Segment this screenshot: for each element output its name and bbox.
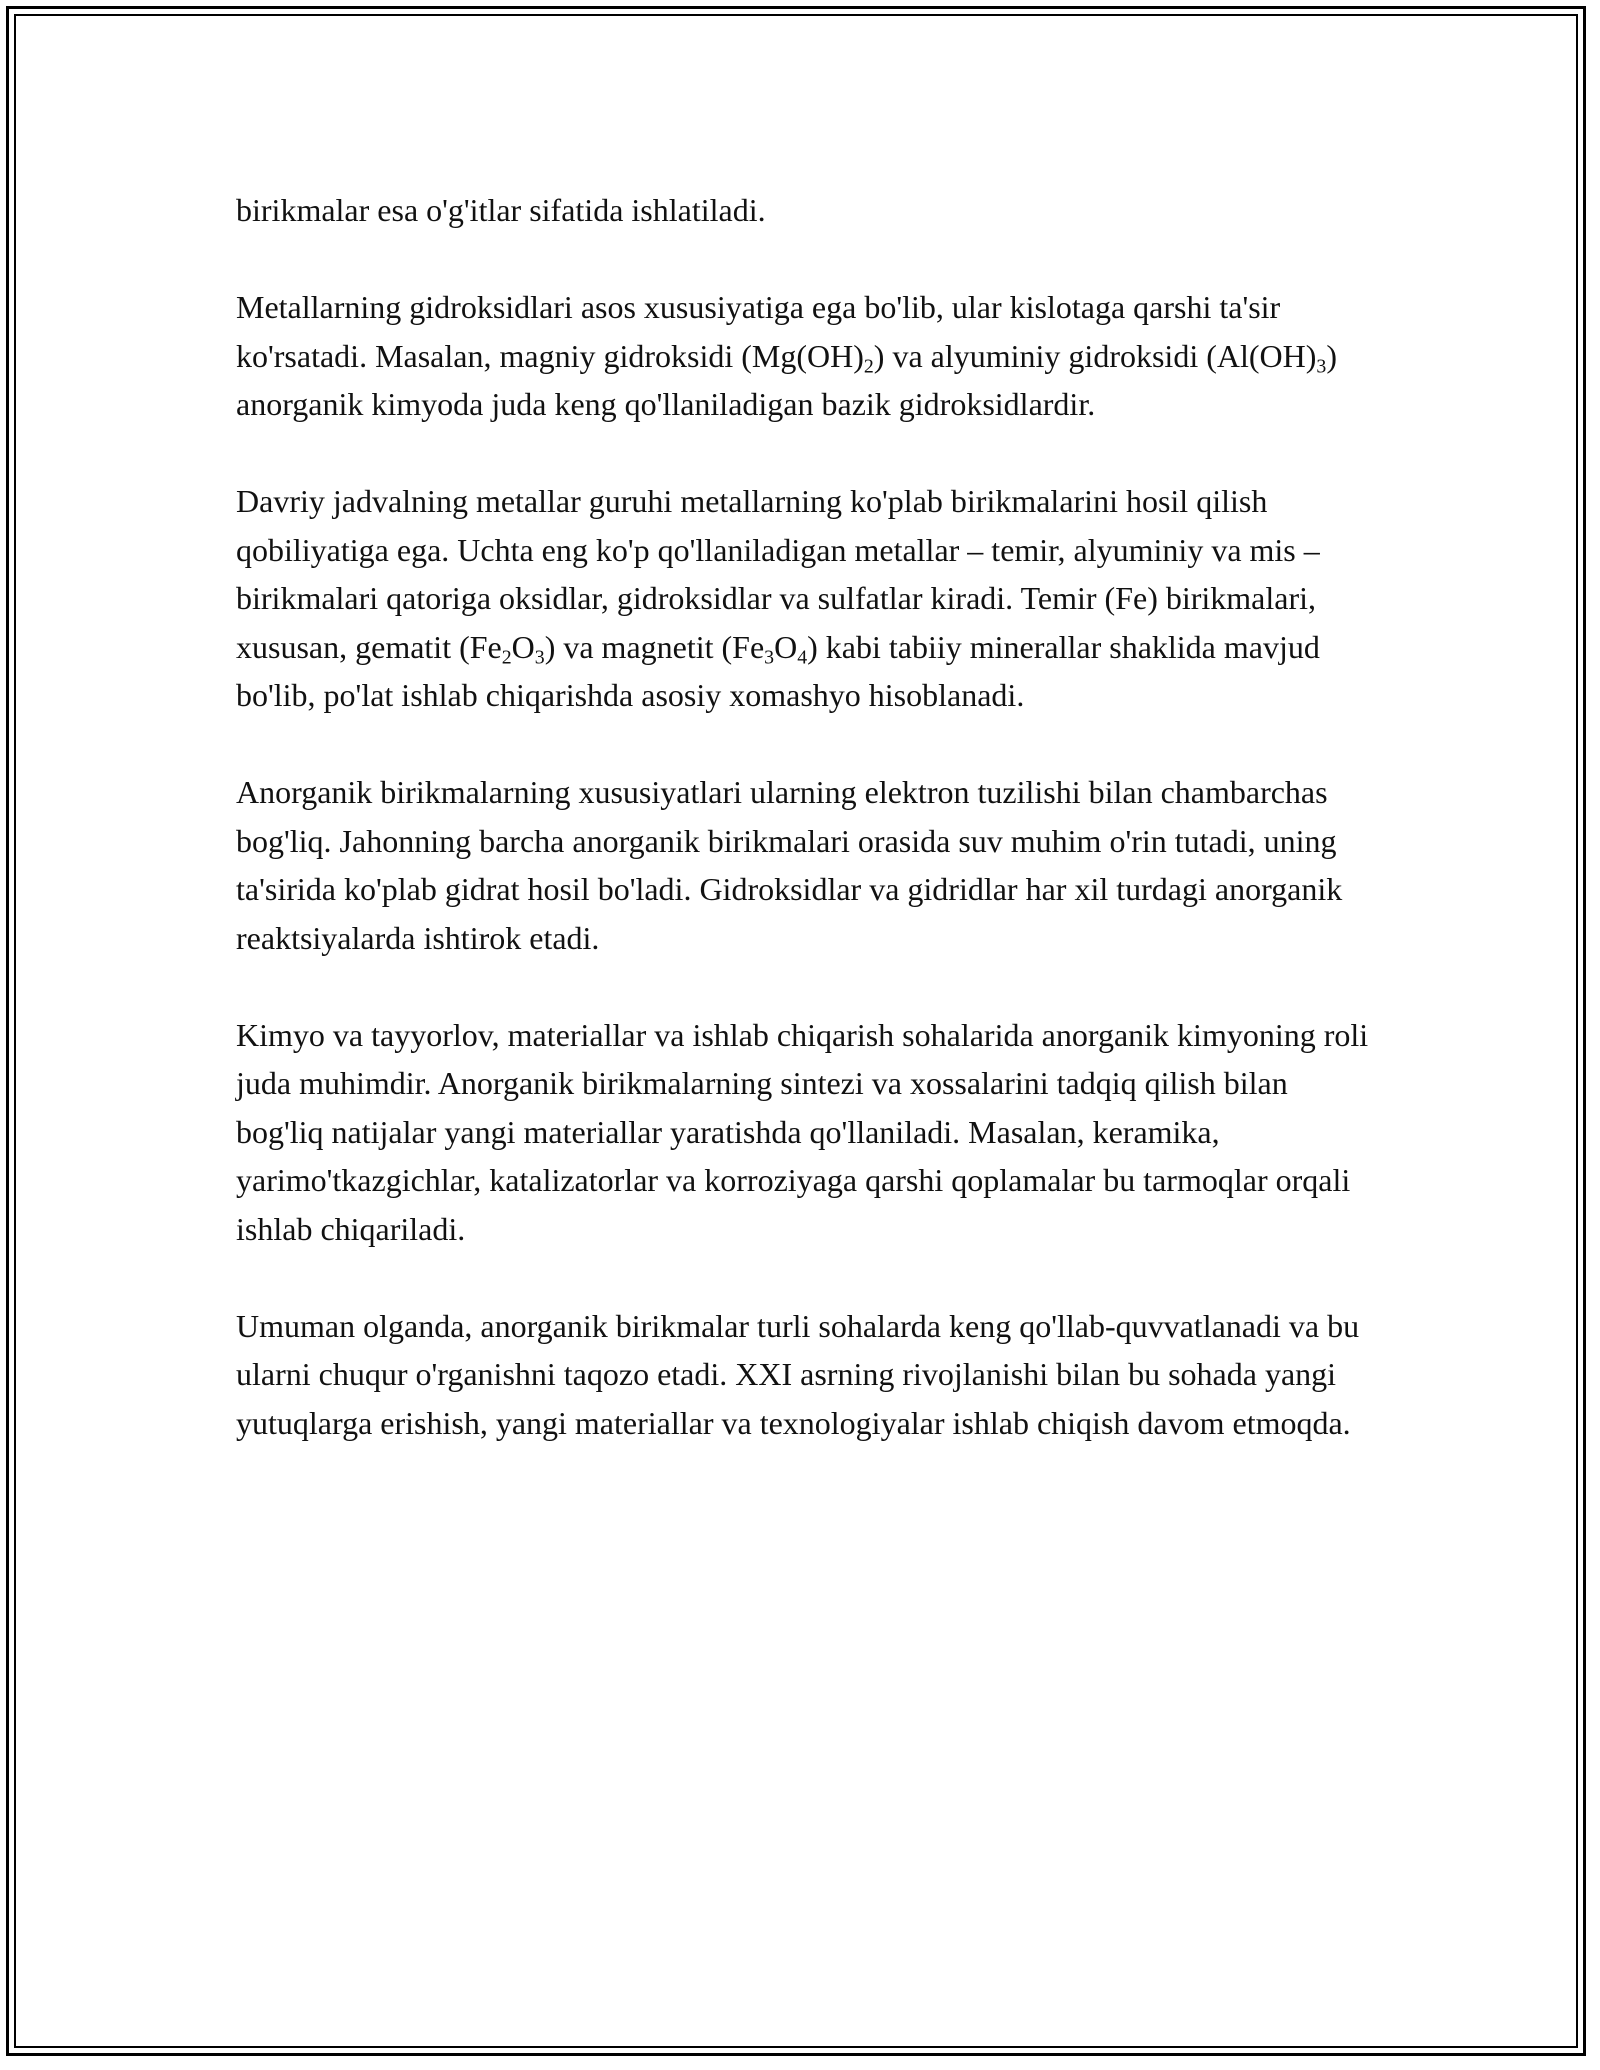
- paragraph-3-text-b: O: [511, 628, 535, 665]
- paragraph-6: Umuman olganda, anorganik birikmalar turli sohalarda keng qo'llab-quvvatlanadi va bu ularni chuqur o'rganishni taqozo etadi. XXI asrning rivojlanishi bilan bu sohada yangi yutuqlarga erishish, yangi materiallar va texnologiyalar ishlab chiqish davom etmoqda.: [236, 1307, 1360, 1441]
- subscript: 3: [534, 646, 545, 669]
- subscript: 3: [764, 646, 775, 669]
- paragraph-3-text-d: O: [774, 628, 798, 665]
- document-body: [236, 186, 1376, 1447]
- paragraph-3-text-a: Davriy jadvalning metallar guruhi metallarning ko'plab birikmalarini hosil qilish qobiliyatiga ega. Uchta eng ko'p qo'llaniladigan metallar – temir, alyuminiy va mis – birikmalari qatoriga oksidlar, gidroksidlar va sulfatlar kiradi. Temir (Fe) birikmalari, xususan, gematit (Fe: [236, 483, 1320, 665]
- paragraph-1: birikmalar esa o'g'itlar sifatida ishlatiladi.: [236, 192, 766, 228]
- subscript: 2: [863, 355, 874, 378]
- paragraph-3-text-e: ) kabi tabiiy minerallar shaklida mavjud bo'lib, po'lat ishlab chiqarishda asosiy xomashyo hisoblanadi.: [236, 628, 1320, 713]
- paragraph-2-text-a: Metallarning gidroksidlari asos xususiyatiga ega bo'lib, ular kislotaga qarshi ta'sir ko'rsatadi. Masalan, magniy gidroksidi (Mg(OH): [236, 289, 1281, 374]
- subscript: 4: [797, 646, 808, 669]
- paragraph-5: Kimyo va tayyorlov, materiallar va ishlab chiqarish sohalarida anorganik kimyoning roli juda muhimdir. Anorganik birikmalarning sintezi va xossalarini tadqiq qilish bilan bog'liq natijalar yangi materiallar yaratishda qo'llaniladi. Masalan, keramika, yarimo'tkazgichlar, katalizatorlar va korroziyaga qarshi qoplamalar bu tarmoqlar orqali ishlab chiqariladi.: [236, 1016, 1369, 1247]
- paragraph-3-text-c: ) va magnetit (Fe: [544, 628, 765, 665]
- paragraph-4: Anorganik birikmalarning xususiyatlari ularning elektron tuzilishi bilan chambarchas bog'liq. Jahonning barcha anorganik birikmalari orasida suv muhim o'rin tutadi, uning ta'sirida ko'plab gidrat hosil bo'ladi. Gidroksidlar va gidridlar har xil turdagi anorganik reaktsiyalarda ishtirok etadi.: [236, 774, 1343, 956]
- subscript: 2: [501, 646, 512, 669]
- paragraph-2-text-c: ) anorganik kimyoda juda keng qo'llaniladigan bazik gidroksidlardir.: [236, 337, 1337, 422]
- subscript: 3: [1316, 355, 1327, 378]
- paragraph-2-text-b: ) va alyuminiy gidroksidi (Al(OH): [873, 337, 1317, 374]
- paragraph-2: [236, 283, 1376, 429]
- paragraph-3: [236, 477, 1376, 720]
